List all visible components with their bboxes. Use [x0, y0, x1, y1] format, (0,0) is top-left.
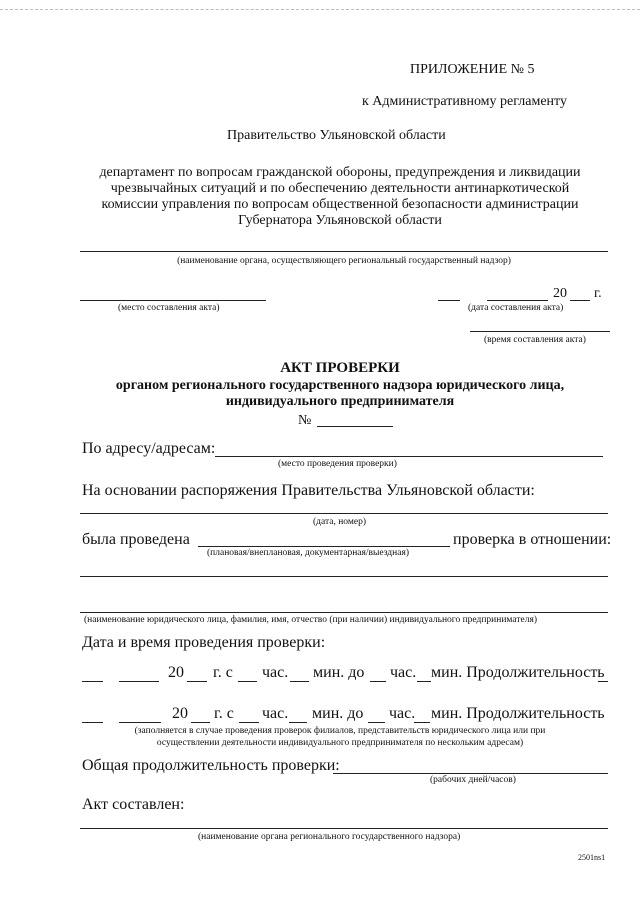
year-prefix: 20: [168, 664, 184, 681]
conducted-label: была проведена: [82, 531, 190, 548]
min-to-label: мин. до: [312, 705, 364, 722]
basis-label: На основании распоряжения Правительства Ульяновской области:: [82, 482, 535, 499]
body-name-caption: (наименование органа, осуществляющего региональный государственный надзор): [177, 256, 511, 266]
date-month-line: [487, 300, 548, 301]
regarding-label: проверка в отношении:: [453, 531, 612, 548]
regulation-ref: к Административному регламенту: [362, 94, 567, 109]
min-to-line: [414, 722, 430, 723]
date-day-line: [438, 300, 460, 301]
hour-label-2: час.: [390, 664, 417, 681]
check-type-line: [198, 546, 450, 547]
g-from-label: г. с: [213, 664, 233, 681]
compiled-label: Акт составлен:: [82, 796, 185, 813]
hour-to-line: [368, 722, 385, 723]
duration-label: мин. Продолжительность: [431, 705, 605, 722]
page-code: 2501ns1: [578, 853, 606, 862]
days-hours-caption: (рабочих дней/часов): [430, 775, 516, 785]
date-year-line: [570, 300, 590, 301]
address-line: [215, 456, 603, 457]
year-line: [191, 722, 210, 723]
g-from-label: г. с: [214, 705, 234, 722]
branches-note: осуществлении деятельности индивидуального предпринимателя по нескольким адресам): [156, 738, 524, 748]
department-line: чрезвычайных ситуаций и по обеспечению деятельности антинаркотической: [110, 181, 570, 196]
act-number-line: [317, 426, 393, 427]
act-subtitle: индивидуального предпринимателя: [225, 394, 455, 409]
basis-caption: (дата, номер): [313, 517, 366, 527]
department-line: департамент по вопросам гражданской обороны, предупреждения и ликвидации: [99, 165, 581, 180]
branches-note: (заполняется в случае проведения проверок филиалов, представительств юридического лица или при: [134, 726, 546, 736]
department-line: комиссии управления по вопросам общественной безопасности администрации: [101, 197, 579, 212]
hour-label: час.: [262, 705, 289, 722]
address-label: По адресу/адресам:: [82, 440, 216, 457]
hour-to-line: [370, 681, 386, 682]
compiled-line: [80, 828, 608, 829]
day-line: [82, 722, 103, 723]
duration-label: мин. Продолжительность: [431, 664, 605, 681]
body-name-line: [80, 251, 608, 252]
check-type-caption: (плановая/внеплановая, документарная/выездная): [207, 548, 409, 558]
date-caption: (дата составления акта): [468, 303, 564, 313]
date-year-prefix: 20: [553, 286, 567, 301]
act-subtitle: органом регионального государственного надзора юридического лица,: [115, 378, 565, 393]
authority-caption: (наименование органа регионального государственного надзора): [198, 832, 461, 842]
date-year-suffix: г.: [594, 286, 602, 301]
year-line: [187, 681, 207, 682]
duration-line: [598, 681, 608, 682]
address-caption: (место проведения проверки): [278, 459, 397, 469]
min-from-line: [289, 722, 307, 723]
total-duration-line: [333, 773, 608, 774]
entity-line-1: [80, 576, 608, 577]
min-to-label: мин. до: [313, 664, 365, 681]
entity-caption: (наименование юридического лица, фамилия, имя, отчество (при наличии) индивидуального предпринимателя): [84, 615, 537, 625]
act-title: АКТ ПРОВЕРКИ: [280, 360, 400, 376]
entity-line-2: [80, 612, 608, 613]
hour-label: час.: [262, 664, 289, 681]
month-line: [119, 722, 161, 723]
hour-from-line: [239, 722, 259, 723]
top-border: [0, 9, 640, 10]
government-name: Правительство Ульяновской области: [227, 128, 446, 143]
time-caption: (время составления акта): [484, 335, 586, 345]
min-to-line: [417, 681, 431, 682]
time-line: [470, 331, 610, 332]
place-caption: (место составления акта): [118, 303, 220, 313]
department-line: Губернатора Ульяновской области: [238, 213, 442, 228]
day-line: [82, 681, 103, 682]
min-from-line: [290, 681, 309, 682]
number-sign: №: [298, 413, 312, 428]
year-prefix: 20: [172, 705, 188, 722]
basis-line: [80, 513, 608, 514]
total-duration-label: Общая продолжительность проверки:: [82, 757, 340, 774]
place-line: [80, 300, 266, 301]
hour-from-line: [238, 681, 257, 682]
datetime-label: Дата и время проведения проверки:: [82, 634, 326, 651]
hour-label-2: час.: [389, 705, 416, 722]
month-line: [119, 681, 159, 682]
appendix-number: ПРИЛОЖЕНИЕ № 5: [410, 62, 535, 77]
